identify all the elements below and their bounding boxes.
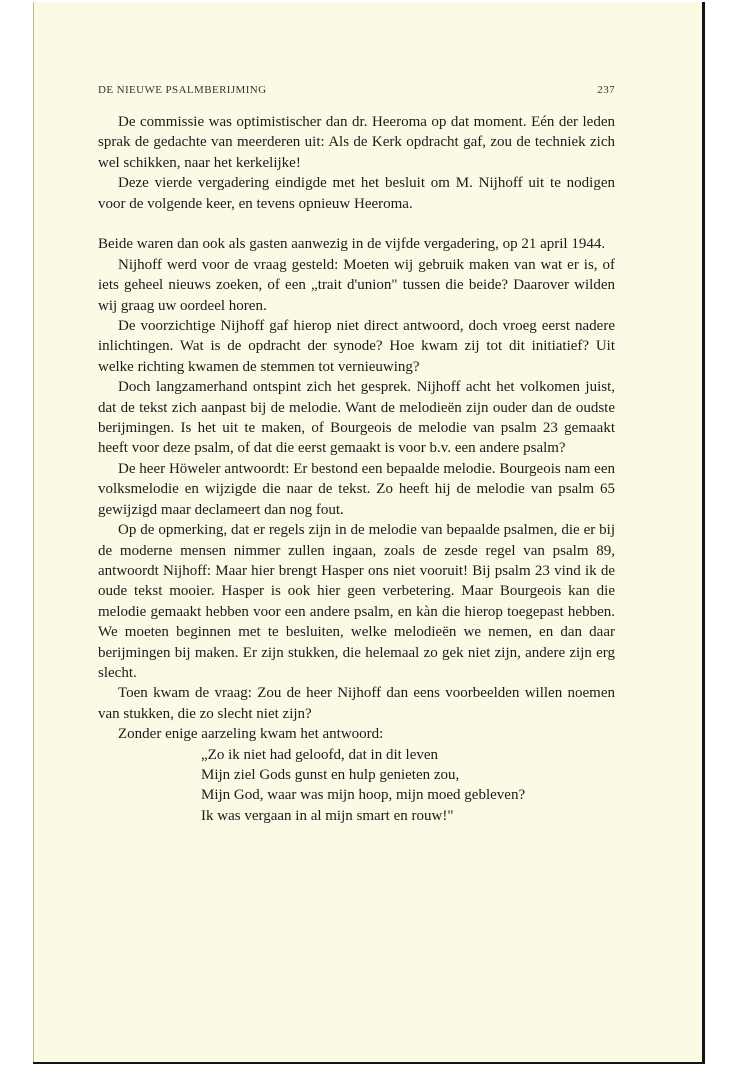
page-number: 237 bbox=[597, 84, 615, 96]
verse-line-4: Ik was vergaan in al mijn smart en rouw!" bbox=[201, 807, 454, 824]
page-bottom-edge bbox=[33, 1062, 705, 1064]
paragraph-5: De voorzichtige Nijhoff gaf hierop niet direct antwoord, doch vroeg eerst nadere inlichtingen. Wat is de opdracht der synode? Hoe kwam zij tot dit initiatief? Uit welke richting kwamen de stemmen tot vernieuwing? bbox=[98, 318, 615, 375]
page-left-edge bbox=[33, 2, 34, 1064]
paragraph-10: Zonder enige aarzeling kwam het antwoord: bbox=[118, 726, 384, 743]
paragraph-6: Doch langzamerhand ontspint zich het gesprek. Nijhoff acht het volkomen juist, dat de tekst zich aanpast bij de melodie. Want de melodieën zijn ouder dan de oudste berijmingen. Is het uit te maken, of Bourgeois de melodie van psalm 23 gemaakt heeft voor deze psalm, of dat die eerst gemaakt is voor b.v. een andere psalm? bbox=[98, 379, 615, 457]
running-title: DE NIEUWE PSALMBERIJMING bbox=[98, 84, 267, 96]
paragraph-4: Nijhoff werd voor de vraag gesteld: Moeten wij gebruik maken van wat er is, of iets geheel nieuws zoeken, of een „trait d'union" tussen die beide? Daarover wilden wij graag uw oordeel horen. bbox=[98, 256, 615, 314]
paragraph-9: Toen kwam de vraag: Zou de heer Nijhoff dan eens voorbeelden willen noemen van stukken, die zo slecht niet zijn? bbox=[98, 685, 615, 722]
paragraph-1: De commissie was optimistischer dan dr. Heeroma op dat moment. Eén der leden sprak de gedachte van meerderen uit: Als de Kerk opdracht gaf, zou de techniek zich wel schikken, naar het kerkelijke! bbox=[98, 114, 615, 171]
paragraph-8: Op de opmerking, dat er regels zijn in de melodie van bepaalde psalmen, die er bij de moderne mensen nimmer zullen ingaan, zoals de zesde regel van psalm 89, antwoordt Nijhoff: Maar hier brengt Hasper ons niet vooruit! Bij psalm 23 vind ik de oude tekst mooier. Hasper is ook hier geen verbetering. Maar Bourgeois kan die melodie gemaakt hebben voor een andere psalm, en kàn die hierop toegepast hebben. We moeten beginnen met te besluiten, welke melodieën we nemen, en dan daar berijmingen bij maken. Er zijn stukken, die helemaal zo gek niet zijn, andere zijn erg slecht. bbox=[98, 522, 615, 681]
verse-line-1: „Zo ik niet had geloofd, dat in dit leven bbox=[201, 746, 439, 763]
paragraph-3: Beide waren dan ook als gasten aanwezig in de vijfde vergadering, op 21 april 1944. bbox=[98, 236, 606, 253]
quoted-verse bbox=[201, 745, 615, 827]
page-right-edge bbox=[702, 2, 705, 1064]
paragraph-7: De heer Höweler antwoordt: Er bestond een bepaalde melodie. Bourgeois nam een volksmelodie en wijzigde die naar de tekst. Zo heeft hij de melodie van psalm 65 gewijzigd maar declameert dan nog fout. bbox=[98, 460, 615, 518]
verse-line-3: Mijn God, waar was mijn hoop, mijn moed gebleven? bbox=[201, 787, 526, 804]
body-text bbox=[98, 112, 615, 826]
paragraph-2: Deze vierde vergadering eindigde met het besluit om M. Nijhoff uit te nodigen voor de volgende keer, en tevens opnieuw Heeroma. bbox=[98, 175, 615, 212]
verse-line-2: Mijn ziel Gods gunst en hulp genieten zou, bbox=[201, 766, 460, 783]
